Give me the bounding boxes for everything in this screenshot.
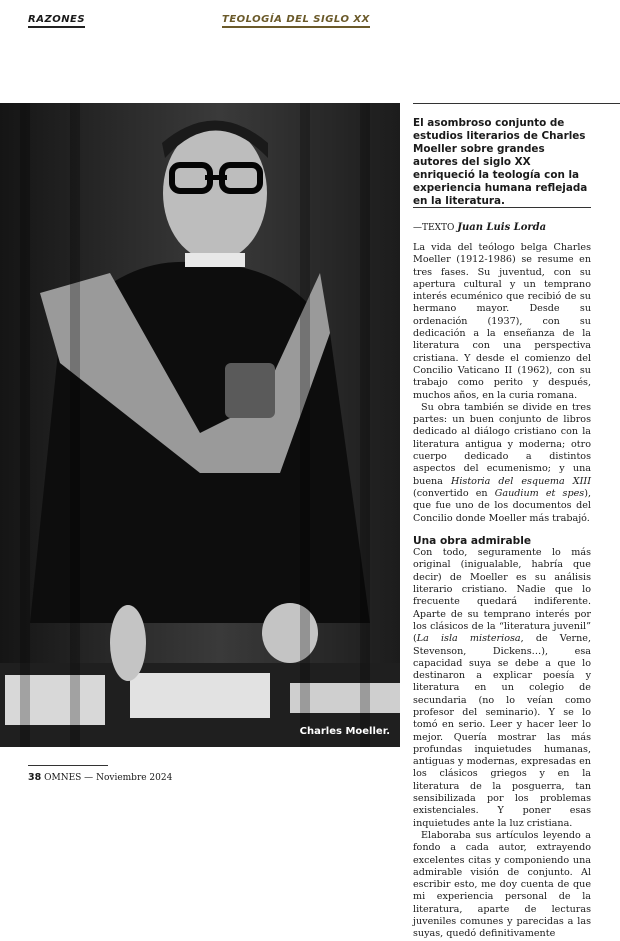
priest-figure <box>0 103 400 747</box>
section-label: RAZONES <box>28 14 85 28</box>
magazine-name: OMNES — <box>44 773 94 783</box>
lede-bottom-rule <box>413 207 591 208</box>
page-number: 38 <box>28 772 42 783</box>
lede: El asombroso conjunto de estudios literarios de Charles Moeller sobre grandes autores del siglo XX enriqueció la teología con la experiencia humana reflejada en la literatura. <box>413 117 588 207</box>
issue-date: Noviembre 2024 <box>96 773 173 783</box>
byline-author: Juan Luis Lorda <box>457 222 547 233</box>
subheading: Una obra admirable <box>413 534 532 547</box>
paragraph: Su obra también se divide en tres partes: un buen conjunto de libros dedicado al diálogo cristiano con la literatura antigua y moderna; otro cuerpo dedicado a distintos aspectos del ecumenismo; y una buena Historia del esquema XIII (convertido en Gaudium et spes), que fue uno de los documentos del Concilio donde Moeller más trabajó. <box>413 401 592 524</box>
paragraph: Elaboraba sus artículos leyendo a fondo a cada autor, extrayendo excelentes citas y componiendo una admirable visión de conjunto. Al escribir esto, me doy cuenta de que mi experiencia personal de la literatura, aparte de lecturas juveniles comunes y parecidas a las suyas, quedó definitivamente <box>413 829 591 940</box>
photo-caption: Charles Moeller. <box>299 726 390 737</box>
series-label: TEOLOGÍA DEL SIGLO XX <box>222 14 370 28</box>
byline <box>413 222 546 233</box>
article-body <box>413 242 591 941</box>
paragraph: La vida del teólogo belga Charles Moeller (1912-1986) se resume en tres fases. Su juventud, con su apertura cultural y un temprano interés ecuménico que recibió de su hermano mayor. Desde su ordenación (1937), con su dedicación a la enseñanza de la literatura con una perspectiva cristiana. Y desde el comienzo del Concilio Vaticano II (1962), con su trabajo como perito y después, muchos años, en la curia romana. <box>413 242 591 401</box>
lede-top-rule <box>413 103 620 104</box>
portrait-photo <box>0 103 400 747</box>
page-footer <box>28 772 172 783</box>
footer-rule <box>28 765 108 766</box>
paragraph: Con todo, seguramente lo más original (inigualable, habría que decir) de Moeller es su análisis literario cristiano. Nadie que lo frecuente quedará indiferente. Aparte de su temprano interés por los clásicos de la “literatura juvenil” (La isla misteriosa, de Verne, Stevenson, Dickens…), esa capacidad suya se debe a que lo destinaron a explicar poesía y literatura en un colegio de secundaria (no lo veían como profesor del seminario). Y se lo tomó en serio. Leer y hacer leer lo mejor. Quería mostrar las más profundas inquietudes humanas, antiguas y modernas, expresadas en los clásicos griegos y en la literatura de la posguerra, tan sensibilizada por los problemas existenciales. Y poner esas inquietudes ante la luz cristiana. <box>413 547 592 829</box>
byline-label: —TEXTO <box>413 223 455 233</box>
